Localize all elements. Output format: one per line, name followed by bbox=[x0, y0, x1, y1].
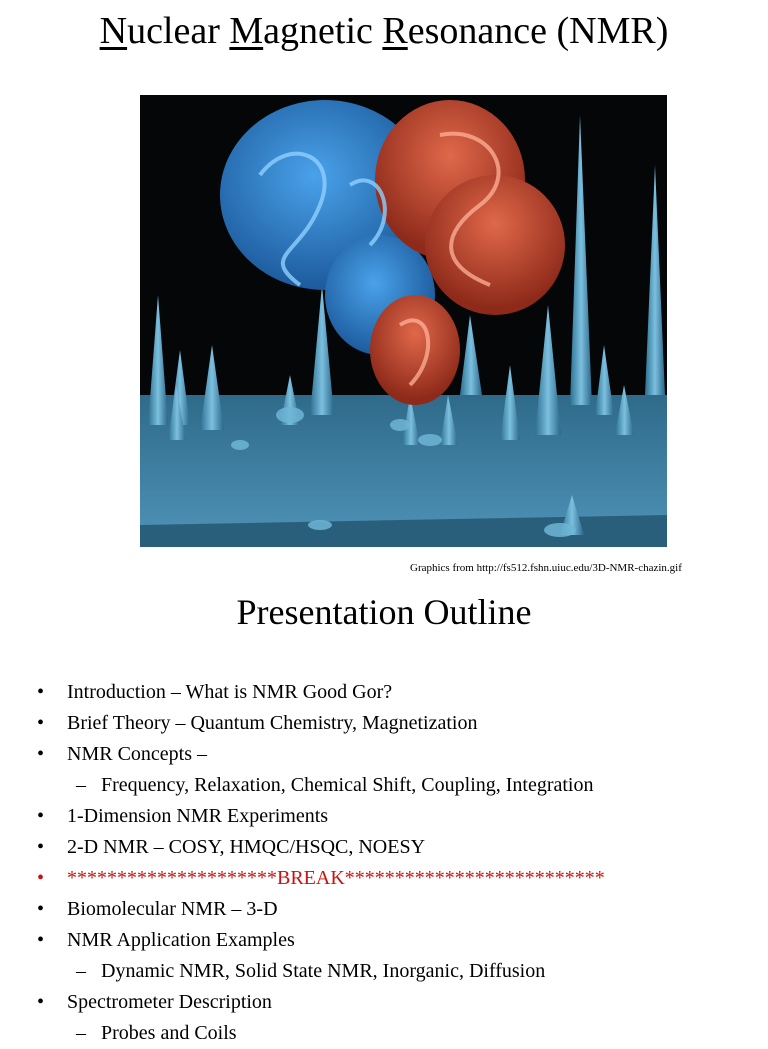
title-initial: R bbox=[382, 10, 408, 52]
bullet-marker: • bbox=[37, 867, 45, 889]
bullet-marker: • bbox=[37, 991, 45, 1013]
title-initial: M bbox=[229, 10, 264, 52]
nmr-protein-graphic bbox=[140, 95, 667, 547]
outline-item-text: *********************BREAK************************** bbox=[67, 867, 605, 889]
outline-item-text: 1-Dimension NMR Experiments bbox=[67, 805, 329, 827]
title-segment: uclear bbox=[127, 10, 230, 52]
outline-item bbox=[0, 987, 768, 1018]
graphic-credit: Graphics from http://fs512.fshn.uiuc.edu/3D-NMR-chazin.gif bbox=[410, 562, 682, 574]
bullet-marker: • bbox=[37, 805, 45, 827]
outline-item bbox=[0, 863, 768, 894]
outline-list bbox=[0, 677, 768, 1049]
outline-item bbox=[0, 894, 768, 925]
title-segment: esonance (NMR) bbox=[407, 10, 669, 52]
outline-item-text: Brief Theory – Quantum Chemistry, Magnetization bbox=[67, 712, 478, 734]
outline-item-text: Probes and Coils bbox=[101, 1022, 237, 1044]
outline-item-text: Frequency, Relaxation, Chemical Shift, Coupling, Integration bbox=[101, 774, 594, 796]
bullet-marker: • bbox=[37, 712, 45, 734]
bullet-marker: • bbox=[37, 898, 45, 920]
outline-item bbox=[0, 708, 768, 739]
outline-item-text: Biomolecular NMR – 3-D bbox=[67, 898, 278, 920]
outline-item-text: NMR Application Examples bbox=[67, 929, 295, 951]
outline-subitem bbox=[0, 1018, 768, 1049]
outline-item-text: 2-D NMR – COSY, HMQC/HSQC, NOESY bbox=[67, 836, 426, 858]
section-title: Presentation Outline bbox=[236, 592, 532, 632]
outline-item bbox=[0, 801, 768, 832]
bullet-marker: – bbox=[76, 960, 86, 982]
bullet-marker: • bbox=[37, 743, 45, 765]
bullet-marker: – bbox=[76, 1022, 86, 1044]
bullet-marker: • bbox=[37, 681, 45, 703]
outline-item-text: Spectrometer Description bbox=[67, 991, 272, 1013]
outline-item bbox=[0, 832, 768, 863]
outline-item-text: Dynamic NMR, Solid State NMR, Inorganic, Diffusion bbox=[101, 960, 546, 982]
bullet-marker: • bbox=[37, 836, 45, 858]
bullet-marker: – bbox=[76, 774, 86, 796]
outline-item-text: NMR Concepts – bbox=[67, 743, 207, 765]
page-title bbox=[0, 8, 768, 54]
title-initial: N bbox=[99, 10, 128, 52]
outline-item bbox=[0, 925, 768, 956]
bullet-marker: • bbox=[37, 929, 45, 951]
outline-item-text: Introduction – What is NMR Good Gor? bbox=[67, 681, 393, 703]
outline-subitem bbox=[0, 956, 768, 987]
outline-item bbox=[0, 677, 768, 708]
outline-item bbox=[0, 739, 768, 770]
nmr-surface-illustration bbox=[140, 95, 667, 547]
outline-subitem bbox=[0, 770, 768, 801]
title-segment: agnetic bbox=[263, 10, 383, 52]
